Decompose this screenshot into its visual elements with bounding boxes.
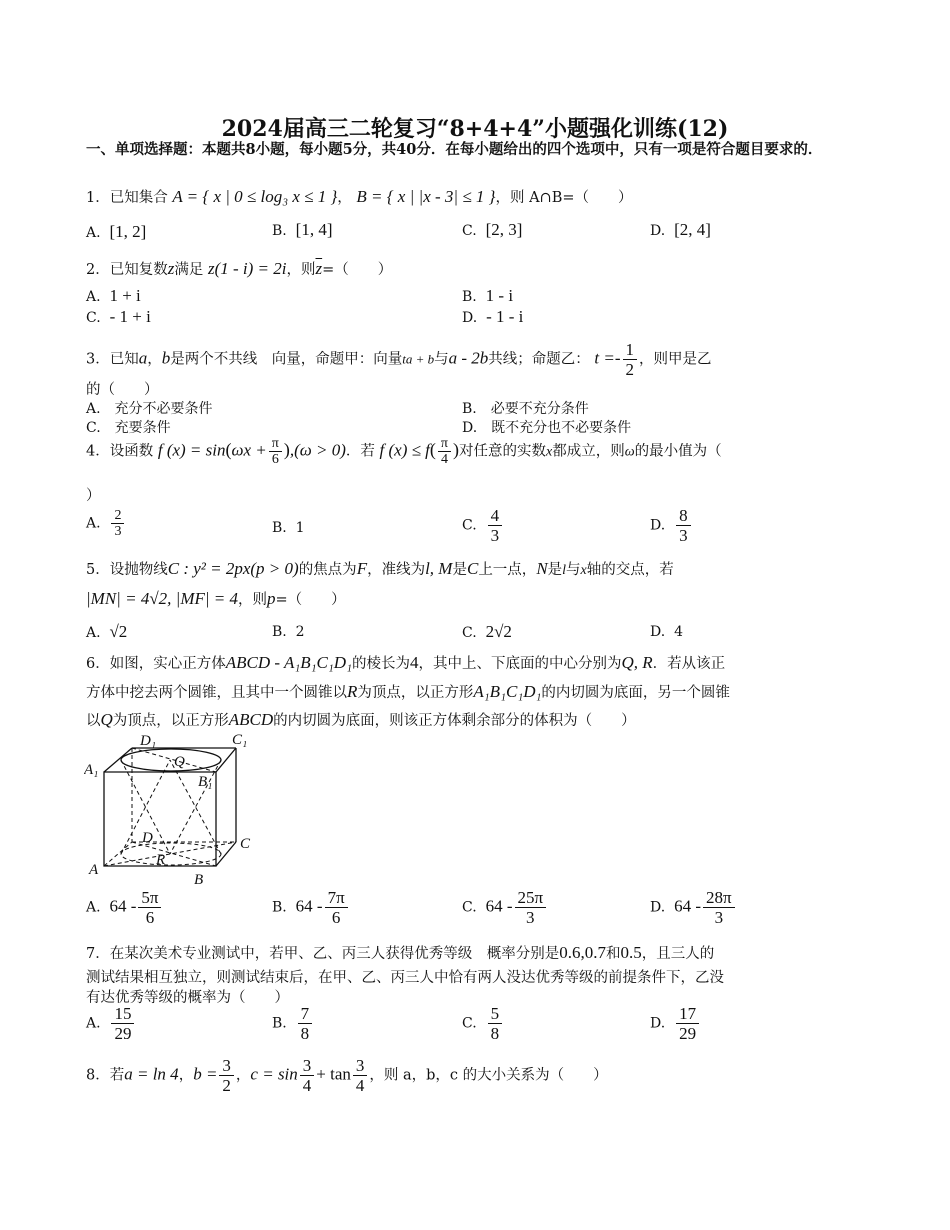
q1-option-a [86,222,146,242]
q5-option-c-value: 2√2 [485,622,512,641]
q1-option-d-value: [2, 4] [674,220,711,239]
q3-half-numerator: 1 [623,340,638,360]
q6-text-c: ，其中上、下底面的中心分别为 [418,656,622,672]
q1-option-d [650,220,711,240]
q6-c-prefix: 64 - [485,896,513,916]
q8-c1-num: 3 [300,1056,315,1076]
q3-text2: 与 [434,351,449,368]
q7-text-a: 7．在某次美术专业测试中，若甲、乙、丙三人获得优秀等级 概率分别是 [86,946,560,962]
question-7-line1 [86,942,714,963]
question-6-line3 [86,709,636,730]
q8-a: a = ln 4 [124,1064,179,1084]
q5-option-a-value: √2 [109,622,128,641]
q7-a-den: 29 [114,1024,132,1043]
q5-option-d [650,624,683,640]
q2-option-c-label: C. [86,310,101,326]
q7-option-a-fraction [111,1004,134,1043]
q6-d-den: 3 [714,908,724,927]
q6-d-num: 28π [703,888,735,908]
q7-text-b: 和 [605,946,621,962]
question-6-line2 [86,681,730,702]
q5-option-d-label: D. [650,624,666,640]
q8-b-fraction [219,1056,234,1095]
q2-equation: z(1 - i) = 2i [207,259,287,278]
question-5-line1 [86,558,674,579]
q6-r: R [347,682,358,701]
q3-a-minus-2b: a - 2b [448,348,489,368]
q7-probs: 0.6,0.7 [559,943,606,962]
q1-option-b [272,220,332,240]
q6-option-d-label: D. [650,899,666,916]
q2-option-d-value: - 1 - i [486,307,524,326]
q4-text1: 对任意的实数 [459,443,546,460]
q6-q: Q [100,710,113,729]
q4-condition: ,(ω > 0) [289,440,346,460]
q8-plus-tan: + tan [316,1064,351,1084]
q4-option-d [650,506,693,545]
question-8-stem [86,1056,608,1095]
q2-tail1: ，则 [286,262,316,278]
q4-pi-2: π [438,436,451,452]
q8-b-num: 3 [219,1056,234,1076]
q6-c-num: 25π [515,888,547,908]
q3-half-denominator: 2 [625,360,635,379]
label-c: C [240,836,251,852]
q8-c: c = sin [250,1064,298,1084]
q2-option-b-label: B. [462,289,477,305]
q4-pi: π [269,436,282,452]
edge-b-c [216,842,236,866]
label-q: Q [174,754,185,770]
label-b: B [194,872,204,888]
q6-option-a [86,888,163,927]
q6-text-g: 的内切圆为底面，另一个圆锥 [541,685,730,701]
q5-text-e: 上一点， [478,562,537,578]
q5-condition: |MN| = 4√2, |MF| = 4 [86,589,239,608]
q6-text-d: ．若从该正 [652,656,726,672]
q4-option-c-fraction [488,506,503,545]
q4-option-b [272,520,305,536]
q8-b-den: 2 [222,1076,231,1095]
q4-inequality: f (x) ≤ f [379,440,430,460]
q7-text-c: ，且三人的 [641,946,715,962]
q6-q-r: Q, R [621,653,653,672]
q8-sep2: ， [235,1067,251,1084]
q6-option-c [462,888,548,927]
q4-pi-over-4 [438,436,451,467]
q7-option-d-fraction [676,1004,699,1043]
q2-option-c-value: - 1 + i [109,307,151,326]
q4-six: 6 [271,452,279,467]
q5-option-a [86,622,127,642]
question-3-line2: 的（ ） [86,382,159,398]
q2-option-d [462,307,523,327]
q5-text-b: 的焦点为 [298,562,357,578]
q1-comma: ， [337,190,352,206]
q1-option-c-value: [2, 3] [485,220,523,239]
q2-z: z [167,259,175,278]
q6-b-den: 6 [331,908,341,927]
label-a: A [89,862,99,878]
q5-option-b [272,624,305,640]
q1-option-c [462,220,522,240]
top-ellipse [121,749,221,771]
q1-option-b-label: B. [272,223,287,239]
q7-a-num: 15 [111,1004,134,1024]
q5-text-c: ，准线为 [367,562,426,578]
q1-option-b-value: [1, 4] [295,220,333,239]
q5-option-d-value: 4 [674,624,684,640]
q6-b-prefix: 64 - [295,896,323,916]
q6-option-a-fraction [138,888,161,927]
q6-text-e: 方体中挖去两个圆锥，且其中一个圆锥以 [86,685,347,701]
question-4-line2: ） [86,488,101,504]
question-7-line2: 测试结果相互独立，则测试结束后，在甲、乙、丙三人中恰有两人没达优秀等级的前提条件下，乙没 [86,970,724,986]
q7-option-c [462,1004,504,1043]
q6-text-i: 为顶点，以正方形 [112,713,229,729]
q8-c-fraction-2 [353,1056,368,1095]
q2-z-conjugate: $\overline{z}$ [315,259,323,278]
q5-parabola: C : y² = 2px(p > 0) [167,559,299,578]
q8-b: b = [193,1064,218,1084]
q6-option-c-label: C. [462,899,477,916]
q1-option-a-label: A. [86,225,101,241]
q6-option-d-fraction [703,888,735,927]
q7-option-c-fraction [488,1004,503,1043]
q4-four: 4 [440,452,448,467]
q7-option-b-label: B. [272,1015,287,1032]
label-a1: A₁ [84,762,99,778]
q2-option-d-label: D. [462,310,478,326]
q7-option-b-fraction [298,1004,313,1043]
q6-text-h: 以 [86,713,101,729]
q6-text-b: 的棱长为 [352,656,410,672]
q5-x: x [580,563,587,578]
q4-option-a-label: A. [86,515,101,532]
q4-option-c [462,506,504,545]
q6-a-num: 5π [138,888,161,908]
cube-figure [84,728,264,890]
q5-option-c [462,622,512,642]
q8-c1-den: 4 [302,1076,312,1095]
page-title: 2024届高三二轮复习“8+4+4”小题强化训练(12) [221,116,729,142]
q5-text-j: =（ ） [275,592,346,608]
q6-option-b-fraction [325,888,348,927]
q4-pi-over-6 [269,436,282,467]
label-c1: C₁ [232,732,248,748]
q1-option-c-label: C. [462,223,477,239]
q5-text-f: 是 [547,562,563,578]
q6-text-j: 的内切圆为底面，则该正方体剩余部分的体积为（ ） [273,713,636,729]
q5-p: p [267,589,276,608]
q3-text1: 是两个不共线 向量，命题甲：向量 [170,351,403,368]
q3-fraction-half [623,340,638,379]
q7-p3: 0.5 [620,943,642,962]
q7-c-num: 5 [488,1004,503,1024]
q4-lead: 4．设函数 [86,443,154,460]
q4-right-paren: ) [283,439,290,460]
q5-text-h: 轴的交点，若 [586,562,674,578]
q4-option-a-fraction [111,508,124,539]
q5-text-d: 是 [452,562,467,578]
bottom-ellipse [121,843,221,865]
q2-option-b [462,286,513,306]
label-r: R [156,852,166,868]
q2-option-c [86,307,151,327]
question-6-line1 [86,652,725,673]
q2-option-a-label: A. [86,289,101,305]
q6-option-a-label: A. [86,899,101,916]
q4-argument: ωx + [231,440,267,460]
q5-option-b-label: B. [272,624,287,640]
label-b1: B₁ [198,774,213,790]
q3-text3: 共线；命题乙： [488,351,590,368]
q8-tail: ，则 a，b，c 的大小关系为（ ） [369,1067,608,1084]
q5-text-a: 5．设抛物线 [86,562,168,578]
q1-option-d-label: D. [650,223,666,239]
q4-a-den: 3 [114,524,122,539]
q4-left-paren-2: ( [429,439,436,460]
q6-d-prefix: 64 - [674,896,702,916]
q7-b-num: 7 [298,1004,313,1024]
q3-vector-a: a [138,348,148,368]
q8-c2-den: 4 [355,1076,365,1095]
label-d: D [142,830,153,846]
q1-option-a-value: [1, 2] [109,222,147,241]
q6-b-num: 7π [325,888,348,908]
q4-option-a [86,508,126,539]
q3-ta-plus-b: ta + b [402,351,435,367]
q2-option-b-value: 1 - i [485,286,514,305]
q3-option-d: D. 既不充分也不必要条件 [462,420,632,436]
q1-set-b: B = { x | |x - 3| ≤ 1 } [356,187,496,206]
q3-option-a: A. 充分不必要条件 [86,401,213,417]
q5-focus: F [356,559,368,578]
q5-option-a-label: A. [86,625,101,641]
q6-option-b-label: B. [272,899,287,916]
q6-edge: 4 [410,653,419,672]
q4-option-b-label: B. [272,520,287,536]
q8-c-fraction-1 [300,1056,315,1095]
question-2-stem [86,258,392,279]
question-3-stem [86,340,712,379]
q6-option-d [650,888,737,927]
q5-option-b-value: 2 [295,624,305,640]
question-5-line2 [86,588,346,609]
q7-b-den: 8 [300,1024,310,1043]
q7-c-den: 8 [490,1024,500,1043]
question-4-stem [86,436,722,467]
q2-option-a-value: 1 + i [109,286,141,305]
q6-c-den: 3 [526,908,535,927]
q6-option-b [272,888,350,927]
q6-a-den: 6 [145,908,155,927]
q5-l-m: l, M [425,559,453,578]
q5-option-c-label: C. [462,625,477,641]
q8-c2-num: 3 [353,1056,368,1076]
q4-c-den: 3 [490,526,500,545]
q2-tail2: =（ ） [322,262,393,278]
q6-option-c-fraction [515,888,547,927]
q3-option-b: B. 必要不充分条件 [462,401,589,417]
q2-lead: 2．已知复数 [86,262,168,278]
question-1-stem [86,186,633,207]
q4-option-c-label: C. [462,517,477,534]
q4-dot: ．若 [345,443,375,460]
edge-b1-c1 [216,748,236,772]
q7-option-d [650,1004,701,1043]
q1-set-a: A = { x | 0 ≤ log₃ x ≤ 1 } [172,187,338,206]
q5-text-i: ，则 [238,592,268,608]
q5-l: l [562,563,567,578]
q8-sep1: ， [178,1067,194,1084]
q7-option-a [86,1004,136,1043]
q7-option-b [272,1004,314,1043]
edge-a-d-hidden [104,842,132,866]
question-7-line3: 有达优秀等级的概率为（ ） [86,990,289,1006]
q5-text-g: 与 [566,562,581,578]
q4-omega: ω [624,444,635,460]
q4-option-d-fraction [676,506,691,545]
edge-a1-d1 [104,748,132,772]
q3-lead: 3．已知 [86,351,139,368]
section-heading: 一、单项选择题：本题共8小题，每小题5分，共40分．在每小题给出的四个选项中，只有一项是符合题目要求的． [86,141,823,158]
q6-top-face: A₁B₁C₁D₁ [473,682,542,701]
q4-text3: 的最小值为（ [634,443,722,460]
q5-n: N [536,559,548,578]
q4-function: f (x) = sin [157,440,226,460]
q4-d-den: 3 [679,526,688,545]
q4-left-paren: ( [225,439,232,460]
q3-text4: ，则甲是乙 [639,351,712,368]
q3-sep: ， [147,351,162,368]
q2-mid: 满足 [174,262,204,278]
q1-tail: ，则 A∩B=（ ） [495,190,633,206]
q6-text-a: 6．如图，实心正方体 [86,656,226,672]
q4-d-num: 8 [676,506,691,526]
q4-x: x [546,444,553,460]
label-d1: D₁ [140,733,157,749]
q8-lead: 8．若 [86,1067,125,1084]
q1-lead: 1．已知集合 [86,190,168,206]
q4-a-num: 2 [111,508,124,524]
q6-cube: ABCD - A₁B₁C₁D₁ [225,653,352,672]
q5-c: C [466,559,479,578]
q4-right-paren-2: ) [453,439,459,460]
q6-text-f: 为顶点，以正方形 [357,685,474,701]
q4-c-num: 4 [488,506,503,526]
q6-a-prefix: 64 - [109,896,137,916]
q4-option-b-value: 1 [295,520,305,536]
q4-text2: 都成立，则 [552,443,625,460]
q7-d-den: 29 [679,1024,697,1043]
q7-option-a-label: A. [86,1015,101,1032]
q7-option-c-label: C. [462,1015,477,1032]
q3-t-equals: t =- [594,348,621,368]
q7-option-d-label: D. [650,1015,666,1032]
q3-vector-b: b [161,348,171,368]
q2-option-a [86,286,141,306]
q7-d-num: 17 [676,1004,699,1024]
q3-option-c: C. 充要条件 [86,420,171,436]
q6-bottom-face: ABCD [228,710,274,729]
q4-option-d-label: D. [650,517,666,534]
